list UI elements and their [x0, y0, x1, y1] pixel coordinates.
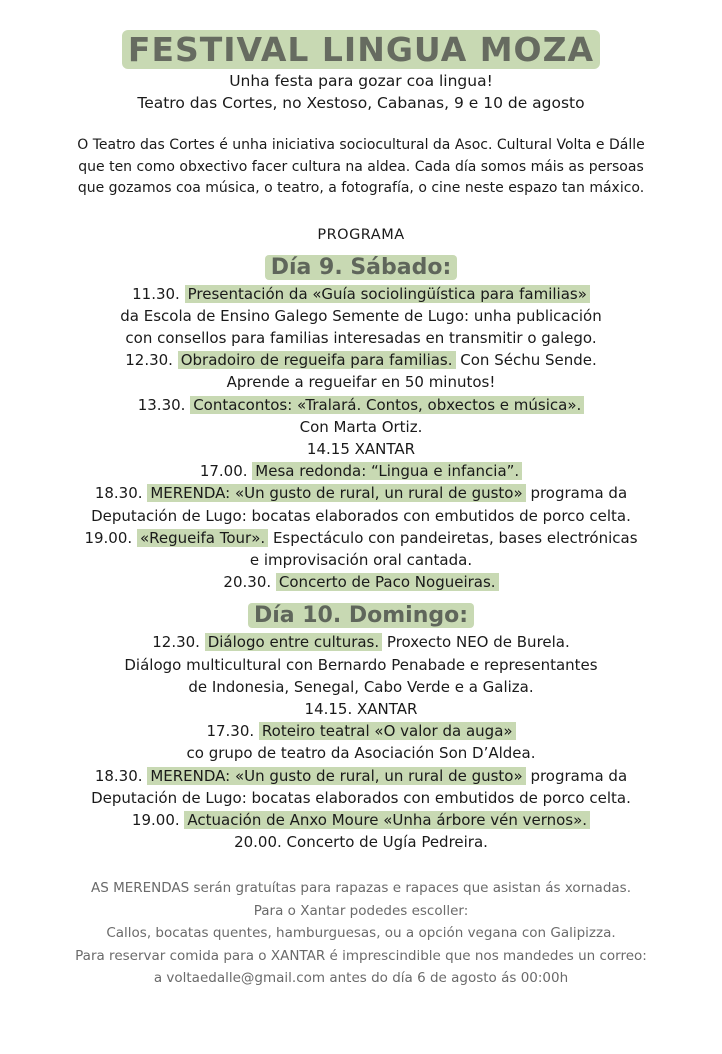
festival-title: FESTIVAL LINGUA MOZA	[0, 30, 722, 70]
footer-line: Callos, bocatas quentes, hamburguesas, ou a opción vegana con Galipizza.	[106, 925, 616, 942]
event-text: Aprende a regueifar en 50 minutos!	[226, 373, 496, 392]
schedule-line	[0, 831, 722, 853]
schedule-line	[0, 482, 722, 504]
schedule-line	[0, 283, 722, 305]
event-text: Con Marta Ortiz.	[299, 417, 423, 436]
event-text: 13.30.	[137, 395, 191, 414]
schedule-line	[0, 654, 722, 676]
schedule-line	[0, 742, 722, 764]
event-title-highlight: Concerto de Paco Nogueiras.	[276, 573, 499, 591]
schedule-line	[0, 787, 722, 809]
event-text: 14.15 XANTAR	[306, 439, 416, 458]
schedule-line	[0, 460, 722, 482]
event-text: co grupo de teatro da Asociación Son D’Aldea.	[186, 744, 536, 763]
poster	[0, 30, 722, 990]
event-title-highlight: Mesa redonda: “Lingua e infancia”.	[252, 462, 522, 480]
event-title-highlight: Obradoiro de regueifa para familias.	[178, 351, 456, 369]
event-title-highlight: Diálogo entre culturas.	[205, 633, 382, 651]
schedule-line	[0, 809, 722, 831]
event-text: programa da	[525, 484, 628, 503]
schedule-line	[0, 327, 722, 349]
tagline: Unha festa para gozar coa lingua!	[229, 72, 493, 90]
schedule-line	[0, 305, 722, 327]
footer-line: Para reservar comida para o XANTAR é imprescindible que nos mandedes un correo:	[75, 947, 647, 964]
event-text: 12.30.	[152, 633, 205, 652]
schedule-line	[0, 371, 722, 393]
event-text: Deputación de Lugo: bocatas elaborados con embutidos de porco celta.	[91, 788, 631, 807]
day2-schedule	[0, 631, 722, 853]
schedule-line	[0, 349, 722, 371]
day1-heading: Día 9. Sábado:	[0, 253, 722, 283]
event-text: 20.30.	[223, 573, 276, 592]
event-text: 17.30.	[206, 722, 259, 741]
footer-line: AS MERENDAS serán gratuítas para rapazas e rapaces que asistan ás xornadas.	[90, 880, 631, 897]
intro-line: que gozamos coa música, o teatro, a fotografía, o cine neste espazo tan máxico.	[77, 180, 645, 196]
event-text: 19.00.	[131, 810, 185, 829]
schedule-line	[0, 416, 722, 438]
event-text: Con Séchu Sende.	[455, 351, 597, 370]
event-text: Diálogo multicultural con Bernardo Penabade e representantes	[124, 655, 598, 674]
event-title-highlight: «Regueifa Tour».	[137, 529, 268, 547]
intro-line: que ten como obxectivo facer cultura na aldea. Cada día somos máis as persoas	[78, 158, 644, 175]
event-text: 18.30.	[94, 484, 148, 503]
event-title-highlight: Presentación da «Guía sociolingüística para familias»	[185, 285, 590, 303]
schedule-line	[0, 527, 722, 549]
schedule-line	[0, 720, 722, 742]
event-text: de Indonesia, Senegal, Cabo Verde e a Galiza.	[188, 677, 534, 696]
schedule-line	[0, 571, 722, 593]
schedule-line	[0, 698, 722, 720]
venue-dates: Teatro das Cortes, no Xestoso, Cabanas, 9 e 10 de agosto	[137, 94, 585, 112]
schedule-line	[0, 549, 722, 571]
event-text: 18.30.	[94, 766, 148, 785]
day1-schedule	[0, 283, 722, 594]
schedule-line	[0, 394, 722, 416]
footer-line: a voltaedalle@gmail.com antes do día 6 de agosto ás 00:00h	[153, 970, 569, 987]
schedule-line	[0, 631, 722, 653]
event-text: programa da	[525, 766, 628, 785]
event-text: Espectáculo con pandeiretas, bases electrónicas	[268, 528, 638, 547]
day2-heading: Día 10. Domingo:	[0, 601, 722, 631]
footer-line: Para o Xantar podedes escoller:	[253, 902, 469, 919]
schedule-line	[0, 765, 722, 787]
event-title-highlight: MERENDA: «Un gusto de rural, un rural de gusto»	[147, 767, 525, 785]
footer-notes	[0, 877, 722, 990]
event-text: 12.30.	[125, 351, 178, 370]
event-text: Deputación de Lugo: bocatas elaborados con embutidos de porco celta.	[91, 506, 631, 525]
event-text: e improvisación oral cantada.	[249, 550, 473, 569]
event-text: 11.30.	[132, 284, 185, 303]
event-text: 19.00.	[84, 528, 137, 547]
event-title-highlight: Actuación de Anxo Moure «Unha árbore vén vernos».	[184, 811, 590, 829]
event-text: con consellos para familias interesadas en transmitir o galego.	[125, 328, 597, 347]
intro-line: O Teatro das Cortes é unha iniciativa sociocultural da Asoc. Cultural Volta e Dálle	[77, 137, 645, 153]
schedule-line	[0, 676, 722, 698]
event-title-highlight: Contacontos: «Tralará. Contos, obxectos e música».	[190, 396, 584, 414]
schedule-line	[0, 438, 722, 460]
event-text: 20.00. Concerto de Ugía Pedreira.	[234, 833, 488, 852]
intro-paragraph	[0, 135, 722, 200]
event-text: da Escola de Ensino Galego Semente de Lugo: unha publicación	[120, 306, 602, 325]
event-text: 17.00.	[199, 462, 253, 481]
event-text: 14.15. XANTAR	[304, 699, 418, 718]
event-title-highlight: Roteiro teatral «O valor da auga»	[259, 722, 516, 740]
event-title-highlight: MERENDA: «Un gusto de rural, un rural de gusto»	[147, 484, 525, 502]
schedule-line	[0, 505, 722, 527]
programa-heading: PROGRAMA	[317, 226, 405, 243]
event-text: Proxecto NEO de Burela.	[382, 633, 570, 652]
